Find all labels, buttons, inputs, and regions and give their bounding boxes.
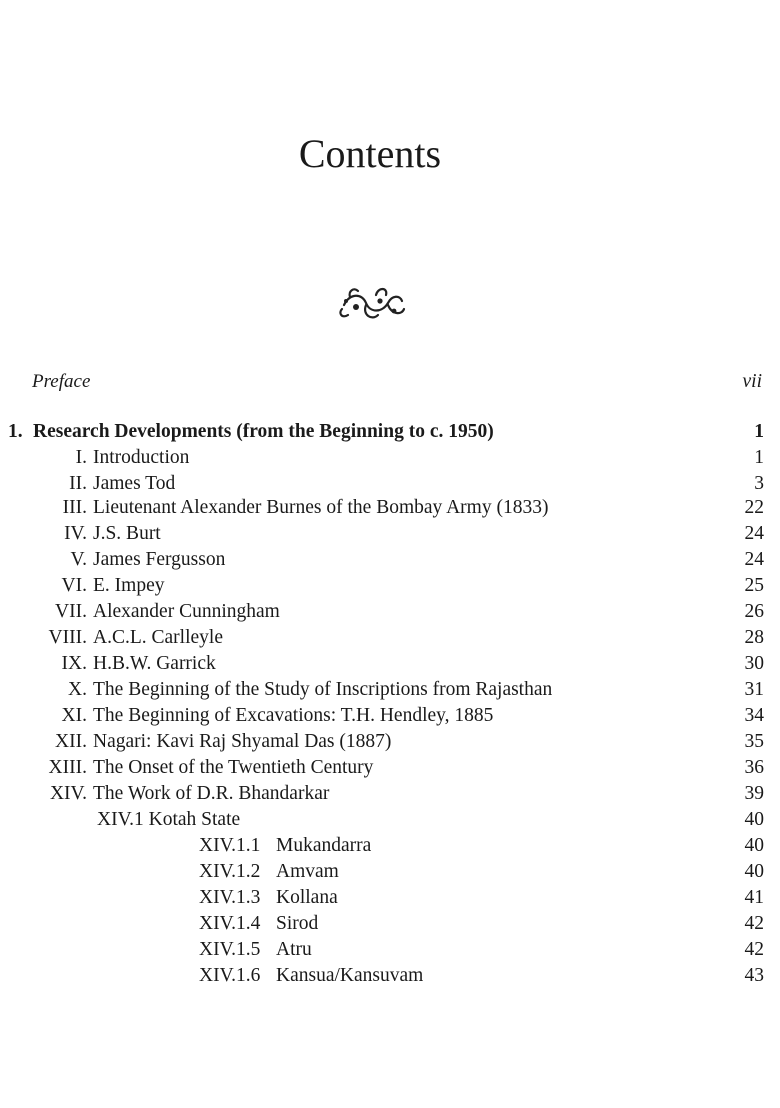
subsection-page: 40 [744,809,764,830]
subsubsection-title: Mukandarra [276,835,372,856]
section-title: The Beginning of the Study of Inscriptions from Rajasthan [93,679,553,700]
toc-entry[interactable] [0,497,780,523]
subsubsection-page: 42 [744,939,764,960]
toc-entry[interactable] [0,653,780,679]
subsubsection-page: 43 [744,965,764,986]
section-title: The Work of D.R. Bhandarkar [93,783,330,804]
section-title: E. Impey [93,575,165,596]
toc-entry[interactable] [0,549,780,575]
section-page: 36 [744,757,764,778]
section-number: II. [69,473,87,494]
section-page: 24 [744,523,764,544]
toc-entry-preface[interactable] [0,371,780,397]
section-page: 39 [744,783,764,804]
subsubsection-title: Kollana [276,887,338,908]
section-number: XI. [61,705,87,726]
toc-entry[interactable] [0,757,780,783]
section-title: A.C.L. Carlleyle [93,627,223,648]
section-page: 3 [754,473,764,494]
subsubsection-number: XIV.1.3 [199,887,261,908]
section-number: VIII. [48,627,87,648]
toc-entry[interactable] [0,447,780,473]
toc-entry[interactable] [0,601,780,627]
subsubsection-page: 42 [744,913,764,934]
toc-entry[interactable] [0,679,780,705]
section-title: J.S. Burt [93,523,161,544]
toc-entry-subsection[interactable] [0,809,780,835]
toc-entry[interactable] [0,575,780,601]
section-number: I. [75,447,87,468]
section-title: The Onset of the Twentieth Century [93,757,374,778]
section-number: IX. [61,653,87,674]
section-page: 35 [744,731,764,752]
toc-entry[interactable] [0,523,780,549]
subsubsection-title: Kansua/Kansuvam [276,965,424,986]
subsection-title: XIV.1 Kotah State [97,809,241,830]
section-number: III. [62,497,87,518]
section-page: 34 [744,705,764,726]
toc-entry-subsubsection[interactable] [0,939,780,965]
preface-label: Preface [32,371,91,392]
section-title: The Beginning of Excavations: T.H. Hendley, 1885 [93,705,494,726]
subsubsection-title: Amvam [276,861,339,882]
toc-entry[interactable] [0,473,780,499]
chapter-number: 1. [8,421,23,442]
section-number: VII. [55,601,87,622]
section-page: 26 [744,601,764,622]
section-page: 28 [744,627,764,648]
toc-entry[interactable] [0,627,780,653]
section-title: Introduction [93,447,190,468]
toc-entry-subsubsection[interactable] [0,835,780,861]
section-number: V. [70,549,87,570]
section-page: 24 [744,549,764,570]
section-page: 25 [744,575,764,596]
toc-entry[interactable] [0,705,780,731]
section-page: 30 [744,653,764,674]
section-number: XIII. [48,757,87,778]
section-title: Nagari: Kavi Raj Shyamal Das (1887) [93,731,392,752]
section-title: Lieutenant Alexander Burnes of the Bombay Army (1833) [93,497,549,518]
section-page: 22 [744,497,764,518]
section-title: James Fergusson [93,549,226,570]
subsubsection-page: 41 [744,887,764,908]
section-number: X. [68,679,87,700]
subsubsection-page: 40 [744,835,764,856]
section-number: XII. [55,731,87,752]
page-title: Contents [298,131,442,176]
section-page: 31 [744,679,764,700]
chapter-title: Research Developments (from the Beginning to c. 1950) [33,421,494,442]
toc-entry-subsubsection[interactable] [0,965,780,991]
subsubsection-title: Sirod [276,913,319,934]
section-title: James Tod [93,473,176,494]
toc-entry-subsubsection[interactable] [0,887,780,913]
section-number: IV. [64,523,87,544]
toc-entry[interactable] [0,731,780,757]
preface-page: vii [742,371,762,392]
subsubsection-number: XIV.1.6 [199,965,261,986]
chapter-page: 1 [754,421,764,442]
subsubsection-number: XIV.1.4 [199,913,261,934]
subsubsection-number: XIV.1.1 [199,835,261,856]
floral-ornament-icon [336,283,408,325]
section-page: 1 [754,447,764,468]
section-title: H.B.W. Garrick [93,653,216,674]
subsubsection-number: XIV.1.5 [199,939,261,960]
toc-entry-chapter-1[interactable] [0,421,780,447]
section-number: XIV. [49,783,87,804]
toc-entry-subsubsection[interactable] [0,861,780,887]
subsubsection-title: Atru [276,939,312,960]
toc-entry[interactable] [0,783,780,809]
subsubsection-number: XIV.1.2 [199,861,261,882]
section-number: VI. [61,575,87,596]
toc-entry-subsubsection[interactable] [0,913,780,939]
subsubsection-page: 40 [744,861,764,882]
section-title: Alexander Cunningham [93,601,280,622]
